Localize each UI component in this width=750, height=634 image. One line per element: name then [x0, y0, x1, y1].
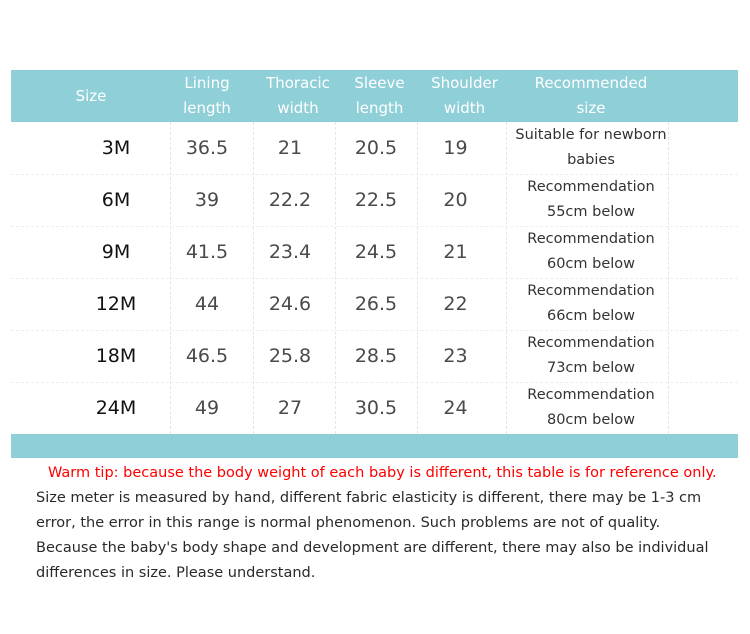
table-row	[11, 122, 738, 174]
sleeve-length-cell: 24.5	[354, 241, 398, 263]
thoracic-width-cell: 23.4	[268, 241, 312, 263]
table-row	[11, 330, 738, 382]
lining-length-cell: 46.5	[185, 345, 229, 367]
size-cell: 12M	[95, 293, 137, 315]
table-row	[11, 382, 738, 434]
shoulder-width-cell: 19	[443, 137, 468, 159]
recommended-size-cell: Recommendation 73cm below	[527, 335, 655, 376]
header-sleeve-length: Sleeve length	[354, 74, 405, 117]
table-footer-bar	[11, 434, 738, 458]
lining-length-cell: 41.5	[185, 241, 229, 263]
header-recommended-size: Recommended size	[534, 74, 648, 117]
shoulder-width-cell: 22	[443, 293, 468, 315]
lining-length-cell: 44	[194, 293, 220, 315]
table-row	[11, 278, 738, 330]
thoracic-width-cell: 25.8	[268, 345, 312, 367]
warm-tip: Warm tip: because the body weight of each baby is different, this table is for reference only.	[48, 465, 717, 481]
shoulder-width-cell: 24	[443, 397, 468, 419]
thoracic-width-cell: 24.6	[268, 293, 312, 315]
header-lining-length: Lining length	[183, 74, 231, 117]
size-cell: 18M	[95, 345, 137, 367]
table-header-row	[11, 70, 738, 122]
measurement-note: Size meter is measured by hand, different fabric elasticity is different, there may be 1-3 cm error, the error in this range is normal phenomenon. Such problems are not of quality. Because the baby's body shape and development are different, there may also be individual differences in size. Please understand.	[36, 490, 709, 581]
lining-length-cell: 36.5	[185, 137, 229, 159]
thoracic-width-cell: 27	[277, 397, 303, 419]
shoulder-width-cell: 20	[443, 189, 468, 211]
shoulder-width-cell: 21	[443, 241, 468, 263]
recommended-size-cell: Recommendation 66cm below	[527, 283, 655, 324]
size-cell: 24M	[95, 397, 137, 419]
recommended-size-cell: Recommendation 60cm below	[527, 231, 655, 272]
recommended-size-cell: Suitable for newborn babies	[515, 127, 667, 168]
thoracic-width-cell: 22.2	[268, 189, 312, 211]
thoracic-width-cell: 21	[277, 137, 303, 159]
sleeve-length-cell: 20.5	[354, 137, 398, 159]
header-thoracic-width: Thoracic width	[266, 74, 330, 117]
size-notes	[36, 460, 726, 586]
size-cell: 6M	[101, 189, 131, 211]
table-row	[11, 226, 738, 278]
sleeve-length-cell: 28.5	[354, 345, 398, 367]
sleeve-length-cell: 22.5	[354, 189, 398, 211]
size-cell: 3M	[101, 137, 131, 159]
sleeve-length-cell: 26.5	[354, 293, 398, 315]
table-row	[11, 174, 738, 226]
shoulder-width-cell: 23	[443, 345, 468, 367]
lining-length-cell: 49	[194, 397, 220, 419]
lining-length-cell: 39	[194, 189, 220, 211]
header-size: Size	[75, 86, 107, 105]
recommended-size-cell: Recommendation 55cm below	[527, 179, 655, 220]
recommended-size-cell: Recommendation 80cm below	[527, 387, 655, 428]
header-shoulder-width: Shoulder width	[431, 74, 498, 117]
sleeve-length-cell: 30.5	[354, 397, 398, 419]
size-cell: 9M	[101, 241, 131, 263]
